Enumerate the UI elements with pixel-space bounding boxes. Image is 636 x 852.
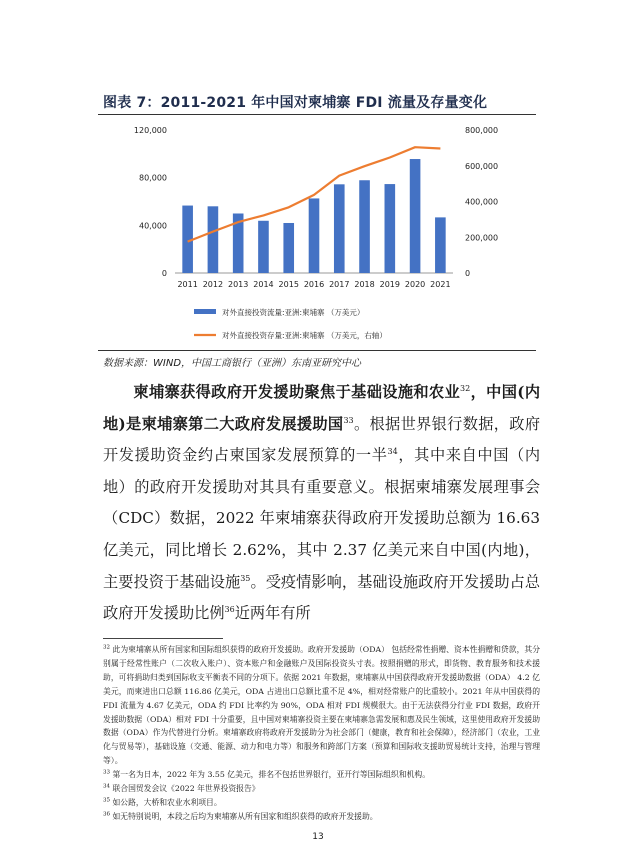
bar-2014 [258,221,269,273]
right-axis-tick-label: 600,000 [465,161,499,171]
footnote-number: 33 [103,769,110,776]
x-tick-label: 2019 [379,280,400,289]
footnote-text: 如公路，大桥和农业水利项目。 [112,797,222,807]
body-text-1: 。根据世界银行数据，政府开发援助资金约占柬国家发展预算的一半 [103,414,541,465]
x-tick-label: 2021 [430,280,451,289]
x-tick-label: 2014 [253,280,274,289]
footnote-text: 第一名为日本，2022 年为 3.55 亿美元，排名不包括世界银行，亚开行等国际组织和机构。 [112,770,431,780]
x-tick-label: 2016 [303,280,325,289]
body-text-3: 。受疫情影响，基础设施政府开发援助占总政府开发援助比例 [103,572,541,623]
fdi-chart [98,116,538,348]
footnote-ref-32[interactable]: 32 [460,383,471,393]
footnote-number: 35 [103,797,110,804]
right-axis-tick-label: 800,000 [465,126,499,135]
right-axis-tick-label: 400,000 [465,197,499,207]
bar-2019 [385,184,396,273]
legend-label-stock: 对外直接投资存量:亚洲:柬埔寨 （万美元，右轴） [222,331,387,340]
body-text-4: 近两年有所 [234,604,311,623]
footnote-32 [103,643,540,768]
left-axis-tick-label: 40,000 [139,221,167,231]
x-tick-label: 2013 [228,280,249,289]
footnote-ref-36[interactable]: 36 [224,605,235,615]
x-tick-label: 2012 [202,280,224,289]
body-text-2: ，其中来自中国（内地）的政府开发援助对其具有重要意义。根据柬埔寨发展理事会（CDC）数据，2022 年柬埔寨获得政府开发援助总额为 16.63 亿美元，同比增长 2.62%，其中 2.37 亿美元来自中国(内地)，主要投资于基础设施 [103,446,541,591]
x-tick-label: 2017 [329,280,350,289]
bar-2012 [208,206,219,273]
bar-2017 [334,184,345,273]
bar-2020 [410,159,421,273]
figure-source: 数据来源：WIND，中国工商银行（亚洲）东南亚研究中心 [103,358,362,369]
bar-2016 [309,198,320,273]
footnote-ref-33[interactable]: 33 [343,415,354,425]
x-tick-label: 2020 [404,280,426,289]
page-number: 13 [312,832,324,842]
left-axis-tick-label: 120,000 [133,126,167,135]
footnote-number: 34 [103,783,110,790]
footnotes [103,643,540,824]
right-axis-tick-label: 0 [465,269,471,278]
chart-bars [182,159,445,273]
legend-bar-swatch [194,309,216,314]
figure-top-rule [98,114,536,115]
bar-2015 [283,223,294,273]
legend-label-flow: 对外直接投资流量:亚洲:柬埔寨 （万美元） [222,308,365,317]
figure-bottom-rule [98,350,536,351]
figure-title: 图表 7：2011-2021 年中国对柬埔寨 FDI 流量及存量变化 [103,95,488,111]
left-axis-tick-label: 80,000 [139,173,167,183]
x-tick-label: 2018 [354,280,375,289]
footnote-35 [103,796,540,810]
x-tick-label: 2015 [278,280,299,289]
right-axis-tick-label: 200,000 [465,233,499,243]
footnote-ref-35[interactable]: 35 [240,573,251,583]
chart-legend [194,307,387,341]
footnote-36 [103,810,540,824]
bold-lead-1: 柬埔寨获得政府开发援助聚焦于基础设施和农业 [133,383,461,401]
footnote-number: 36 [103,811,110,818]
body-paragraph [103,377,540,630]
footnote-rule [103,638,223,639]
footnote-ref-34[interactable]: 34 [387,447,398,457]
footnote-number: 32 [103,644,110,651]
bold-lead-2: ，中国(内地)是柬埔寨第二大政府发展援助国 [103,383,541,433]
footnote-text: 如无特别说明，本段之后均为柬埔寨从所有国家和组织获得的政府开发援助。 [112,811,378,821]
x-tick-label: 2011 [177,280,198,289]
footnote-34 [103,782,540,796]
footnote-33 [103,768,540,782]
bar-2018 [359,180,370,273]
bar-2021 [435,217,446,273]
body-text [103,377,540,630]
footnote-text: 此为柬埔寨从所有国家和国际组织获得的政府开发援助。政府开发援助（ODA） 包括经常性捐赠、资本性捐赠和贷款，其分别属于经常性账户（二次收入账户）、资本账户和金融账户及国际投资头寸表。按照捐赠的形式，即货物、教育服务和技术援助，可将捐助归类到国际收支平衡表不同的分项下。依据 2021 年数据，柬埔寨从中国获得政府开发援助数据（ODA） 4.2 亿美元，而柬进出口总额 116.86 亿美元，ODA 占进出口总额比重不足 4%，相对经常账户的比重较小。2021 年从中国获得的 FDI 流量为 4.67 亿美元，ODA 约 FDI 比率约为 90%，ODA 相对 FDI 规模很大。由于无法获得分行业 FDI 数据，政府开发援助数据（ODA）相对 FDI 十分重要，且中国对柬埔寨投资主要在柬埔寨急需发展和惠及民生领域，这里使用政府开发援助数据（ODA）作为代替进行分析。柬埔寨政府将政府开发援助分为社会部门（健康，教育和社会保障），经济部门（农业，工业化与贸易等），基础设施（交通、能源、动力和电力等）和服务和跨部门方案（预算和国际收支援助贸易统计支持，治理与管理等）。 [103,645,541,766]
footnote-text: 联合国贸发会议《2022 年世界投资报告》 [112,784,260,794]
left-axis-tick-label: 0 [161,269,167,278]
